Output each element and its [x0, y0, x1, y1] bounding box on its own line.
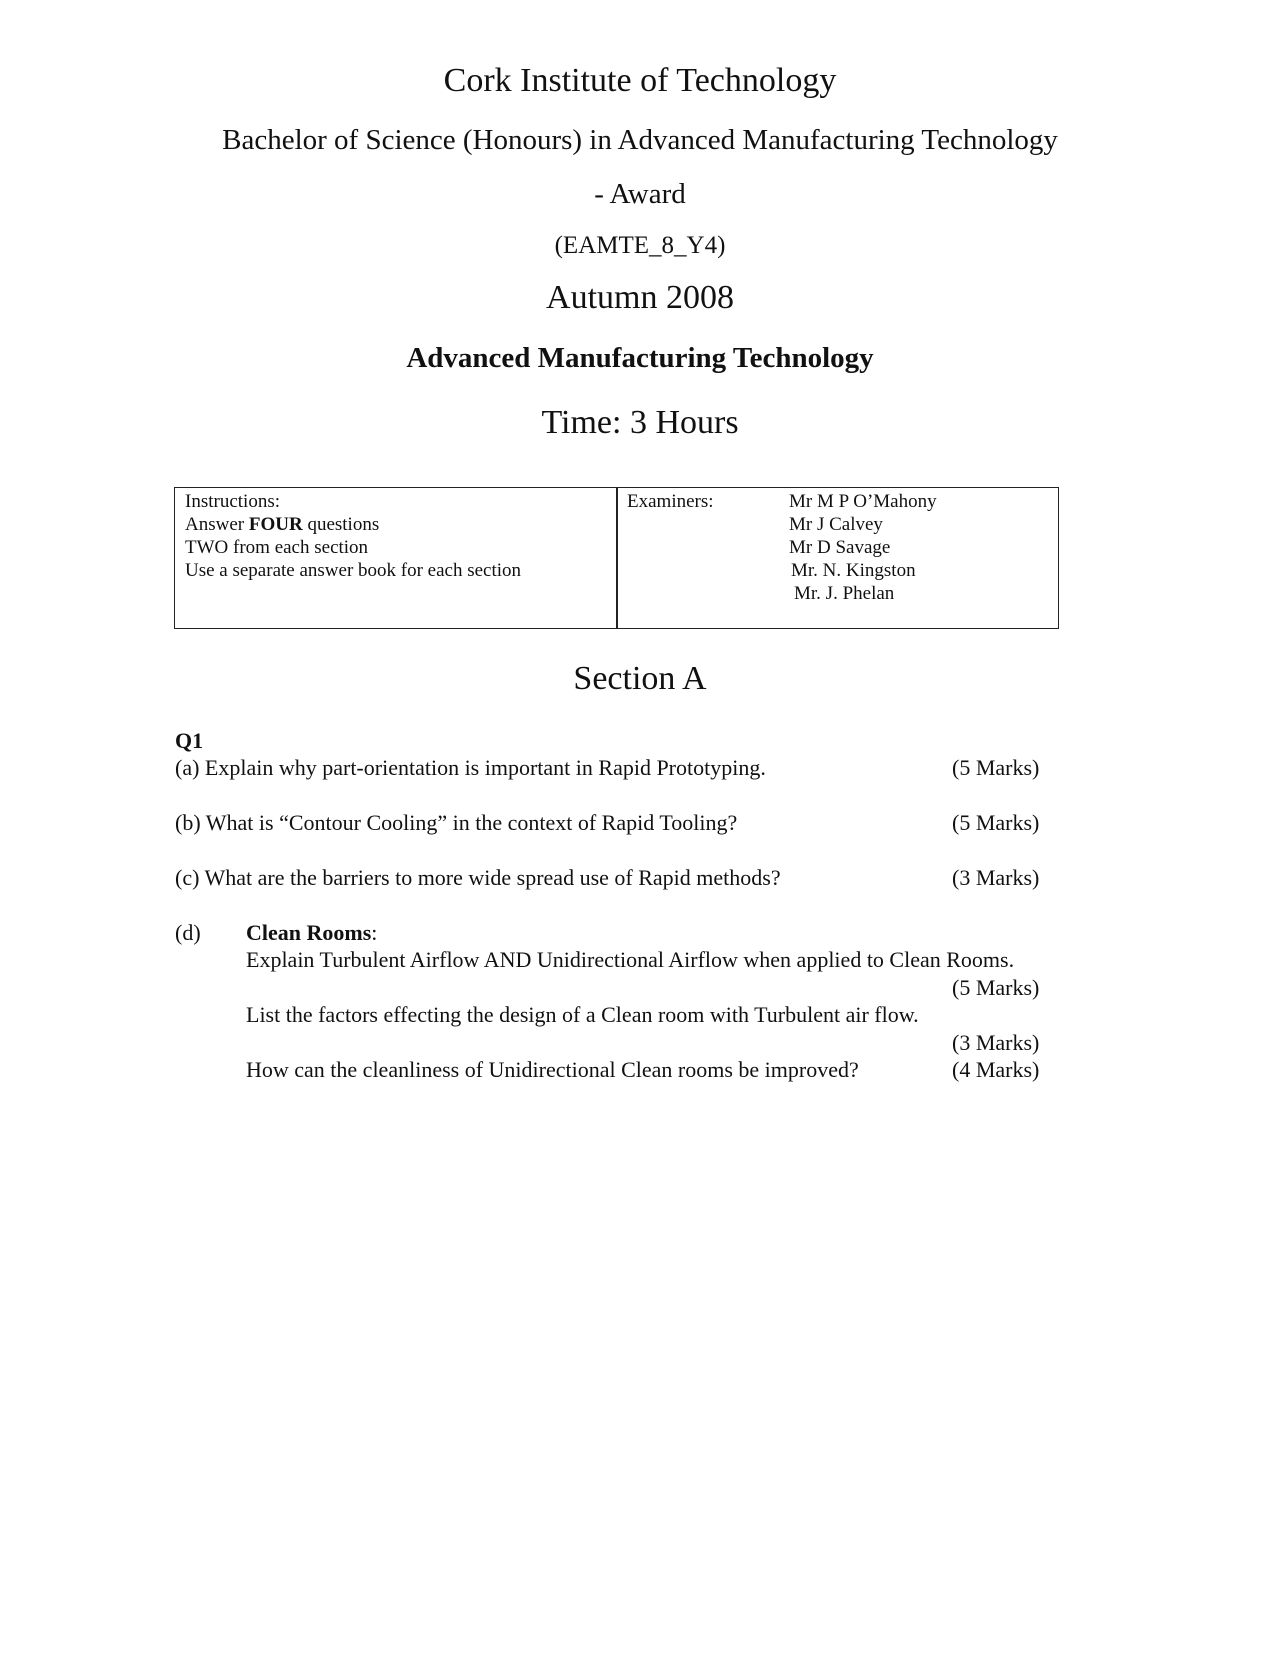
question-part-c: (c) What are the barriers to more wide spread use of Rapid methods?	[175, 865, 781, 890]
subquestion-text: Explain Turbulent Airflow AND Unidirectional Airflow when applied to Clean Rooms.	[246, 947, 1015, 972]
programme-title: Bachelor of Science (Honours) in Advanced Manufacturing Technology	[222, 124, 1058, 156]
question-part-d-letter: (d)	[175, 920, 201, 945]
award-line: - Award	[594, 178, 686, 210]
course-code: (EAMTE_8_Y4)	[554, 232, 726, 259]
examiner-name: Mr D Savage	[789, 537, 891, 558]
examiners-label: Examiners:	[627, 491, 714, 512]
answer-book-instruction: Use a separate answer book for each section	[185, 560, 522, 581]
question-part-d-title: Clean Rooms:	[246, 920, 378, 945]
subquestion-marks: (3 Marks)	[952, 1030, 1040, 1055]
question-part-b: (b) What is “Contour Cooling” in the context of Rapid Tooling?	[175, 810, 738, 835]
table-divider	[616, 488, 618, 628]
examiners-list	[789, 490, 937, 605]
subquestion-text: How can the cleanliness of Unidirectional Clean rooms be improved?	[246, 1057, 859, 1082]
instructions-box	[174, 487, 1059, 629]
examiner-name: Mr J Calvey	[789, 514, 883, 535]
section-heading: Section A	[573, 660, 707, 697]
subquestion-marks: (4 Marks)	[952, 1057, 1040, 1082]
exam-session: Autumn 2008	[546, 279, 734, 316]
exam-duration: Time: 3 Hours	[541, 404, 739, 441]
instructions-column	[185, 490, 521, 582]
subquestion-text: List the factors effecting the design of a Clean room with Turbulent air flow.	[246, 1002, 919, 1027]
module-title: Advanced Manufacturing Technology	[406, 342, 874, 374]
examiner-name: Mr. J. Phelan	[794, 583, 895, 604]
question-part-a: (a) Explain why part-orientation is important in Rapid Prototyping.	[175, 755, 766, 780]
question-label: Q1	[175, 728, 204, 753]
answer-instruction: Answer FOUR questions	[185, 514, 380, 535]
instructions-label: Instructions:	[185, 491, 280, 512]
marks-part-c: (3 Marks)	[952, 865, 1040, 890]
marks-part-a: (5 Marks)	[952, 755, 1040, 780]
section-instruction: TWO from each section	[185, 537, 369, 558]
subquestion-marks: (5 Marks)	[952, 975, 1040, 1000]
institution-title: Cork Institute of Technology	[443, 62, 837, 99]
examiner-name: Mr M P O’Mahony	[789, 491, 937, 512]
answer-count: FOUR	[248, 514, 303, 535]
marks-part-b: (5 Marks)	[952, 810, 1040, 835]
examiner-name: Mr. N. Kingston	[791, 560, 916, 581]
